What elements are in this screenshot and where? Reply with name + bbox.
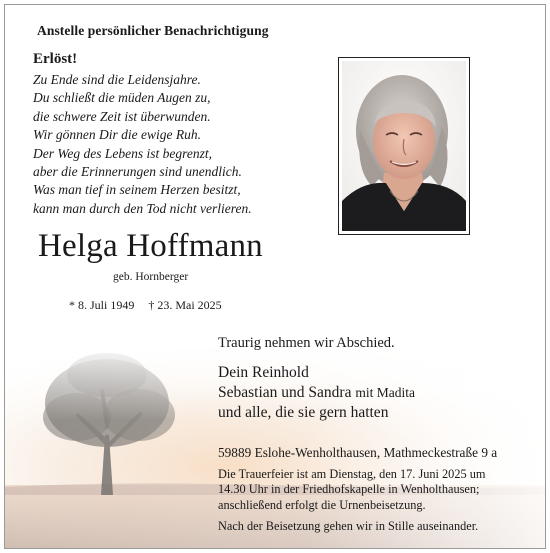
life-dates <box>69 298 222 313</box>
mourner-line <box>218 383 415 403</box>
mourners-list <box>218 363 415 424</box>
verse-line: Zu Ende sind die Leidensjahre. <box>33 72 201 87</box>
verse-line: Der Weg des Lebens ist begrenzt, <box>33 145 212 161</box>
ceremony-info <box>218 467 533 513</box>
deceased-name: Helga Hoffmann <box>38 228 263 264</box>
portrait-image <box>342 61 466 231</box>
family-address: 59889 Eslohe-Wenholthausen, Mathmeckestraße 9 a <box>218 445 498 460</box>
ceremony-line: Die Trauerfeier ist am Dienstag, den 17. Juni 2025 um <box>218 467 486 481</box>
portrait-photo <box>338 57 470 235</box>
farewell-text: Traurig nehmen wir Abschied. <box>218 335 395 351</box>
verse-line: kann man durch den Tod nicht verlieren. <box>33 200 252 216</box>
mourner-line: Dein Reinhold <box>218 364 309 381</box>
death-date: † 23. Mai 2025 <box>148 298 222 312</box>
verse-line: aber die Erinnerungen sind unendlich. <box>33 164 242 180</box>
maiden-name: geb. Hornberger <box>113 271 189 283</box>
verse-line: Wir gönnen Dir die ewige Ruh. <box>33 127 201 143</box>
ceremony-line: 14.30 Uhr in der Friedhofskapelle in Wenholthausen; <box>218 482 480 497</box>
verse-line: Was man tief in seinem Herzen besitzt, <box>33 182 241 198</box>
verse-poem <box>33 71 333 218</box>
verse-line: die schwere Zeit ist überwunden. <box>33 108 211 124</box>
notice-header: Anstelle persönlicher Benachrichtigung <box>37 23 269 38</box>
burial-note: Nach der Beisetzung gehen wir in Stille auseinander. <box>218 519 479 533</box>
verse-title: Erlöst! <box>33 51 78 67</box>
mourner-names: Sebastian und Sandra <box>218 384 352 402</box>
birth-date: * 8. Juli 1949 <box>69 298 135 312</box>
verse-line: Du schließt die müden Augen zu, <box>33 90 211 106</box>
mourner-suffix: mit Madita <box>355 385 415 401</box>
mourner-line: und alle, die sie gern hatten <box>218 404 389 422</box>
ceremony-line: anschließend erfolgt die Urnenbeisetzung. <box>218 497 426 512</box>
obituary-frame <box>4 4 546 549</box>
obituary-content <box>5 5 545 548</box>
